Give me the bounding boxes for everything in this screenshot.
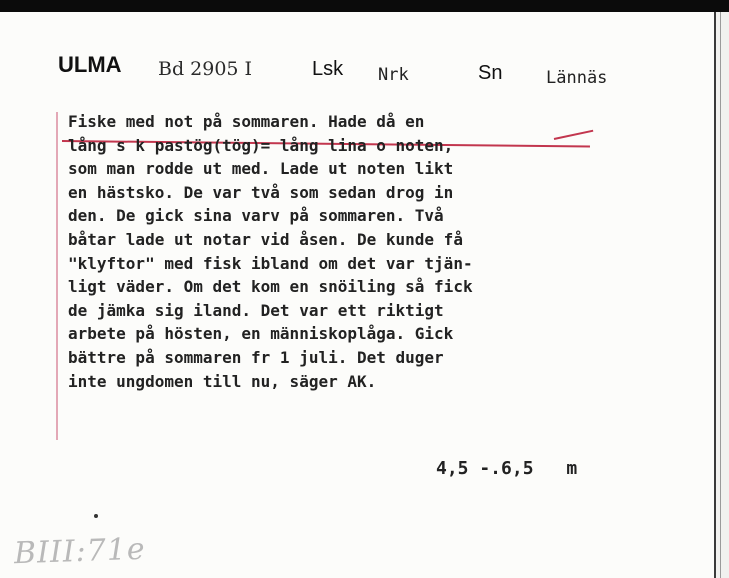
- text-line: bättre på sommaren fr 1 juli. Det duger: [68, 347, 444, 367]
- text-line: "klyftor" med fisk ibland om det var tjän-: [68, 253, 473, 273]
- landskap-label: Lsk: [312, 58, 344, 80]
- text-line: Fiske med not på sommaren. Hade då en: [68, 112, 425, 131]
- text-line: som man rodde ut med. Lade ut noten likt: [68, 159, 454, 179]
- margin-line: [56, 112, 58, 440]
- text-line: ligt väder. Om det kom en snöiling så fick: [68, 277, 473, 297]
- text-line: en hästsko. De var två som sedan drog in: [68, 182, 454, 202]
- text-line: de jämka sig iland. Det var ett riktigt: [68, 300, 444, 320]
- index-card: [0, 12, 714, 578]
- card-text: [68, 110, 668, 393]
- text-line: lång s k pastög(tög)= lång lina o noten,: [68, 135, 454, 155]
- measurement-value: 4,5 -.6,5: [436, 458, 534, 479]
- text-line: den. De gick sina varv på sommaren. Två: [68, 206, 444, 226]
- shelfmark-stamp: BIII:71e: [13, 531, 147, 572]
- scan-top-band: [0, 0, 729, 12]
- measurement-unit: m: [566, 458, 578, 479]
- card-right-edge: [714, 12, 729, 578]
- volume-number: Bd 2905 I: [158, 58, 253, 80]
- text-line: båtar lade ut notar vid åsen. De kunde få: [68, 229, 463, 249]
- text-line: arbete på hösten, en människoplåga. Gick: [68, 324, 454, 344]
- socken-name: Lännäs: [546, 68, 608, 88]
- archive-name: ULMA: [58, 52, 122, 77]
- text-line: inte ungdomen till nu, säger AK.: [68, 371, 377, 391]
- ink-dot: [94, 514, 98, 518]
- parish-code: Nrk: [378, 65, 409, 85]
- measurement: [436, 458, 577, 479]
- socken-label: Sn: [478, 62, 503, 84]
